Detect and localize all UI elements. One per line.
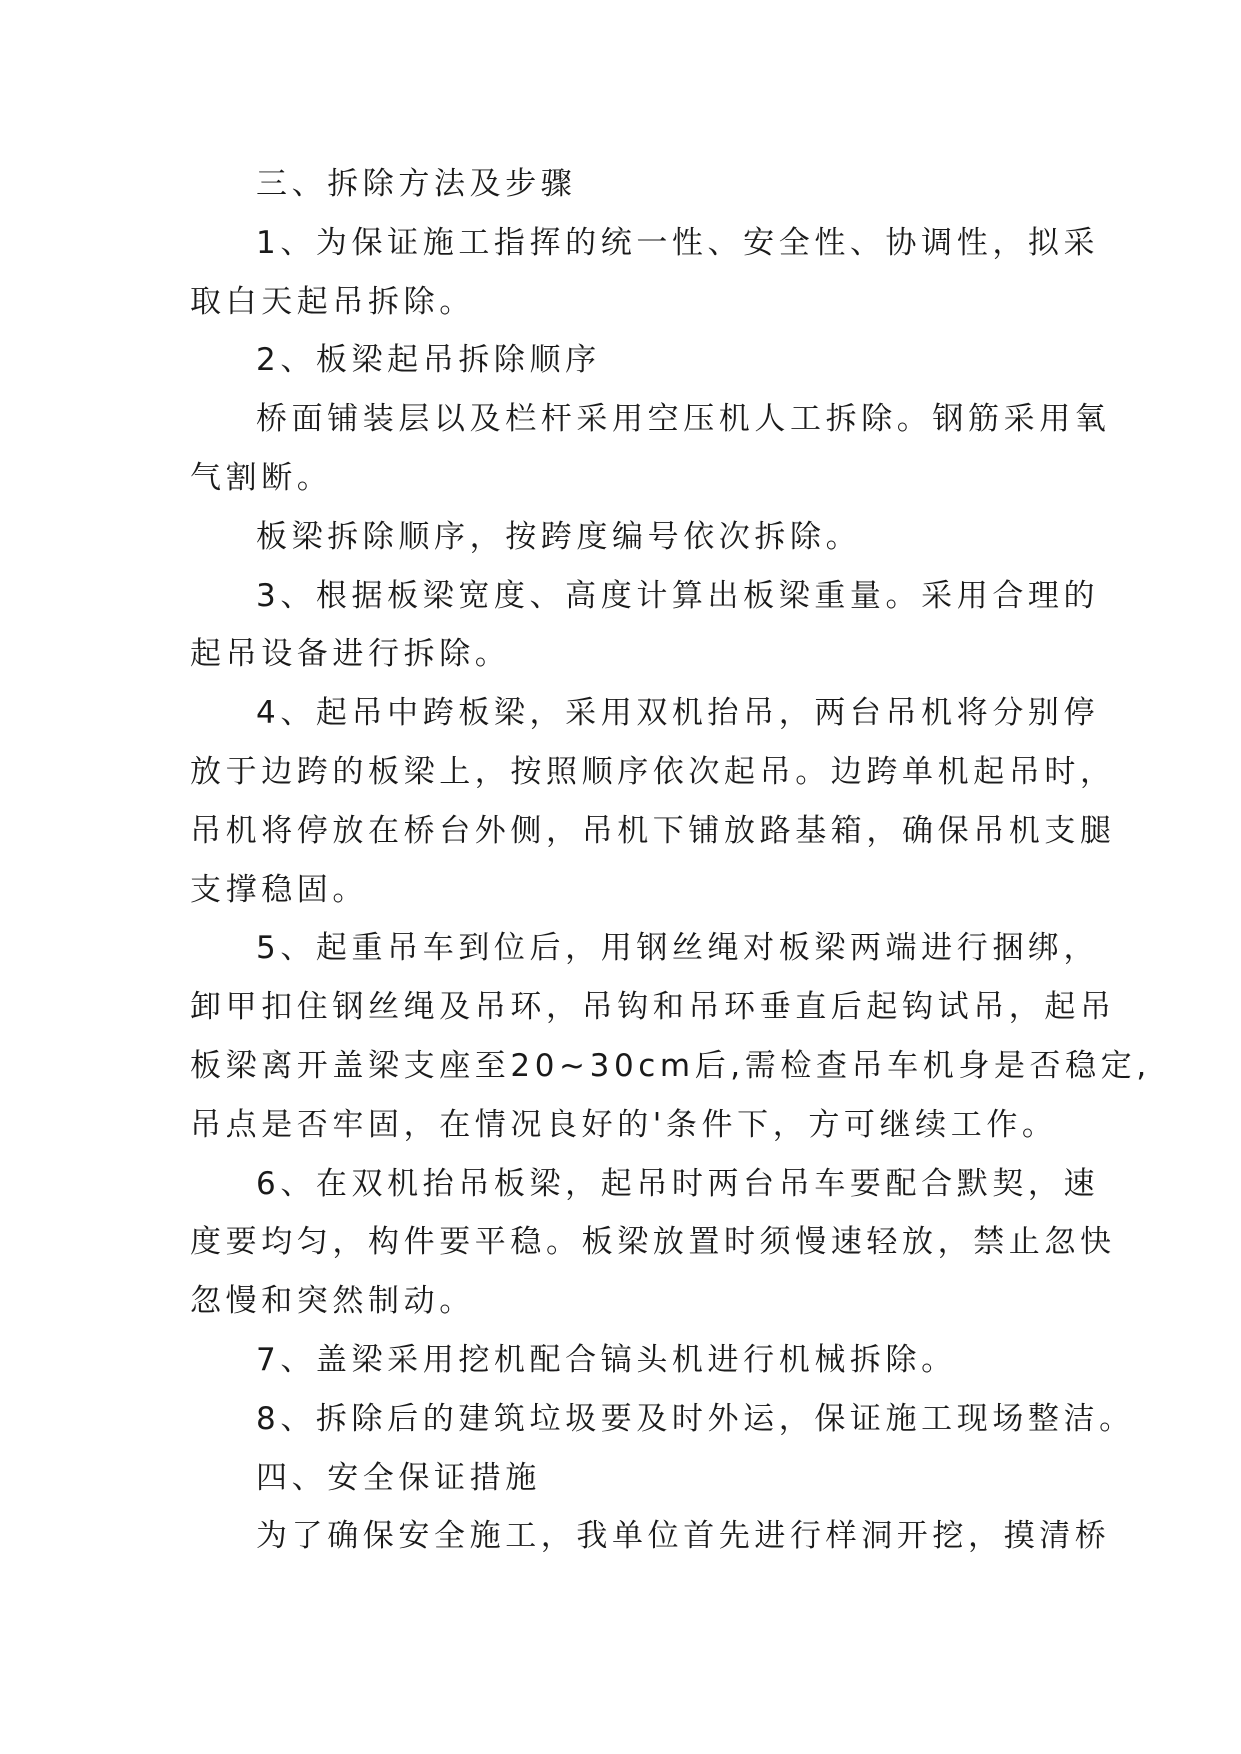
section-heading-demolition-method: 三、拆除方法及步骤 xyxy=(256,166,577,202)
paragraph-line: 板梁离开盖梁支座至20~30cm后,需检查吊车机身是否稳定, xyxy=(190,1047,1151,1084)
paragraph-line: 支撑稳固。 xyxy=(190,871,368,908)
paragraph-line: 取白天起吊拆除。 xyxy=(190,283,475,320)
paragraph-line: 桥面铺装层以及栏杆采用空压机人工拆除。钢筋采用氧 xyxy=(256,401,1111,438)
paragraph-line: 为了确保安全施工，我单位首先进行样洞开挖，摸清桥 xyxy=(256,1518,1111,1555)
paragraph-line: 板梁拆除顺序，按跨度编号依次拆除。 xyxy=(256,518,862,555)
paragraph-line: 4、起吊中跨板梁，采用双机抬吊，两台吊机将分别停 xyxy=(256,695,1100,732)
paragraph-line: 起吊设备进行拆除。 xyxy=(190,636,511,673)
paragraph-line: 8、拆除后的建筑垃圾要及时外运，保证施工现场整洁。 xyxy=(256,1400,1135,1437)
paragraph-line: 5、起重吊车到位后，用钢丝绳对板梁两端进行捆绑， xyxy=(256,930,1100,967)
paragraph-line: 吊点是否牢固，在情况良好的'条件下，方可继续工作。 xyxy=(190,1106,1058,1143)
paragraph-line: 3、根据板梁宽度、高度计算出板梁重量。采用合理的 xyxy=(256,577,1100,614)
paragraph-line: 卸甲扣住钢丝绳及吊环，吊钩和吊环垂直后起钩试吊，起吊 xyxy=(190,989,1116,1026)
paragraph-line: 度要均匀，构件要平稳。板梁放置时须慢速轻放，禁止忽快 xyxy=(190,1224,1116,1261)
paragraph-line: 2、板梁起吊拆除顺序 xyxy=(256,342,601,379)
paragraph-line: 1、为保证施工指挥的统一性、安全性、协调性，拟采 xyxy=(256,224,1100,261)
document-body xyxy=(190,155,1151,1566)
paragraph-line: 忽慢和突然制动。 xyxy=(190,1283,475,1320)
paragraph-line: 放于边跨的板梁上，按照顺序依次起吊。边跨单机起吊时， xyxy=(190,753,1116,790)
paragraph-line: 气割断。 xyxy=(190,459,333,496)
paragraph-line: 7、盖梁采用挖机配合镐头机进行机械拆除。 xyxy=(256,1341,957,1378)
paragraph-line: 吊机将停放在桥台外侧，吊机下铺放路基箱，确保吊机支腿 xyxy=(190,812,1116,849)
section-heading-safety-measures: 四、安全保证措施 xyxy=(256,1459,541,1496)
paragraph-line: 6、在双机抬吊板梁，起吊时两台吊车要配合默契，速 xyxy=(256,1165,1100,1202)
